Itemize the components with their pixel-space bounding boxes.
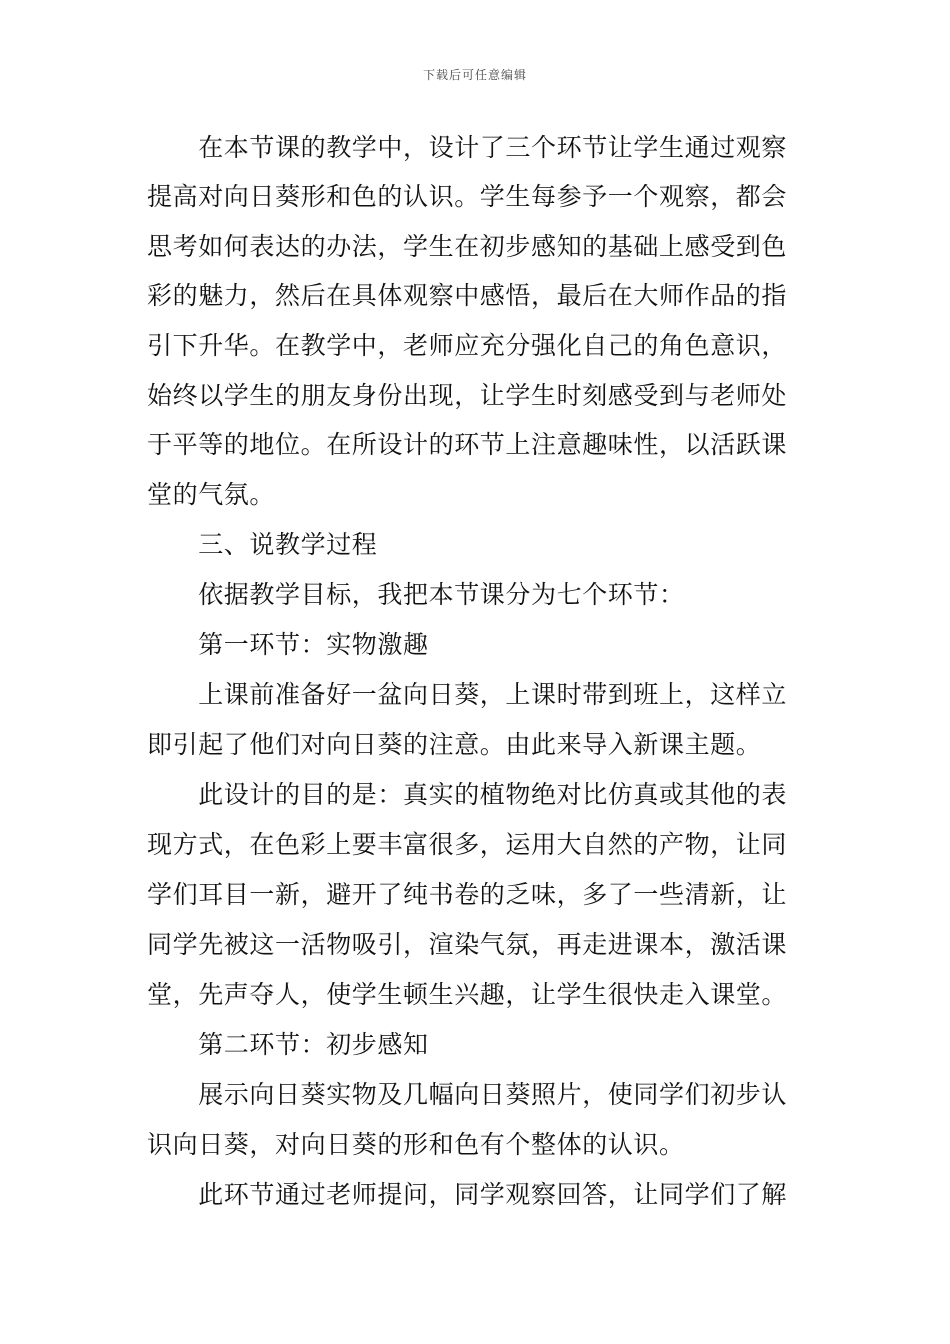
body-line: 上课前准备好一盆向日葵，上课时带到班上，这样立 bbox=[147, 680, 788, 709]
body-line: 此设计的目的是：真实的植物绝对比仿真或其他的表 bbox=[147, 780, 788, 809]
body-line: 堂，先声夺人，使学生顿生兴趣，让学生很快走入课堂。 bbox=[147, 980, 788, 1009]
body-line: 此环节通过老师提问，同学观察回答，让同学们了解 bbox=[147, 1180, 788, 1209]
section-heading: 三、说教学过程 bbox=[147, 530, 378, 559]
body-line: 学们耳目一新，避开了纯书卷的乏味，多了一些清新，让 bbox=[147, 880, 788, 909]
body-line: 始终以学生的朋友身份出现，让学生时刻感受到与老师处 bbox=[147, 381, 788, 410]
body-line: 识向日葵，对向日葵的形和色有个整体的认识。 bbox=[147, 1130, 685, 1159]
body-line: 展示向日葵实物及几幅向日葵照片，使同学们初步认 bbox=[147, 1080, 788, 1109]
body-line: 堂的气氛。 bbox=[147, 480, 276, 509]
section-heading: 第一环节：实物激趣 bbox=[147, 630, 429, 659]
body-line: 提高对向日葵形和色的认识。学生每参予一个观察，都会 bbox=[147, 182, 788, 211]
body-line: 在本节课的教学中，设计了三个环节让学生通过观察 bbox=[147, 133, 788, 162]
body-line: 引下升华。在教学中，老师应充分强化自己的角色意识， bbox=[147, 331, 788, 360]
body-line: 即引起了他们对向日葵的注意。由此来导入新课主题。 bbox=[147, 730, 762, 759]
section-heading: 第二环节：初步感知 bbox=[147, 1030, 429, 1059]
body-line: 依据教学目标，我把本节课分为七个环节： bbox=[147, 580, 685, 609]
body-line: 现方式，在色彩上要丰富很多，运用大自然的产物，让同 bbox=[147, 830, 788, 859]
body-line: 思考如何表达的办法，学生在初步感知的基础上感受到色 bbox=[147, 232, 788, 261]
page-header: 下载后可任意编辑 bbox=[422, 68, 527, 82]
body-line: 彩的魅力，然后在具体观察中感悟，最后在大师作品的指 bbox=[147, 281, 788, 310]
body-line: 于平等的地位。在所设计的环节上注意趣味性，以活跃课 bbox=[147, 430, 788, 459]
body-line: 同学先被这一活物吸引，渲染气氛，再走进课本，激活课 bbox=[147, 930, 788, 959]
